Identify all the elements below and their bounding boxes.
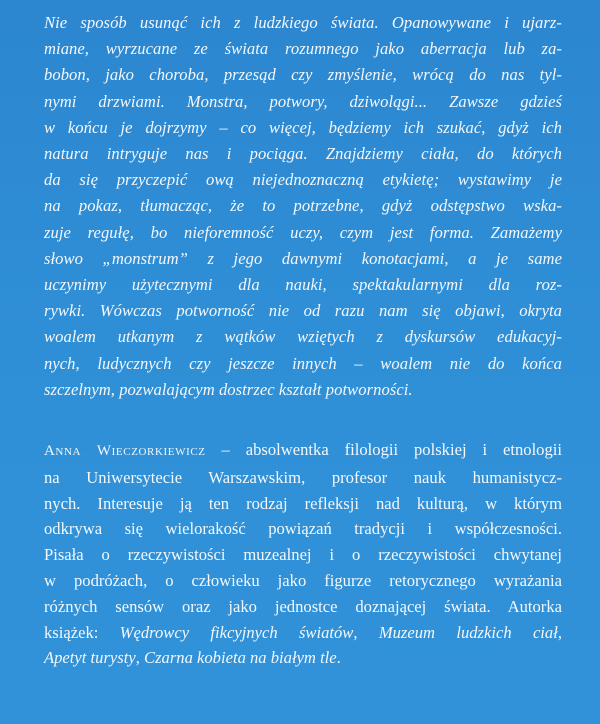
blurb-line: natura intryguje nas i pociąga. Znajdziemy ciała, do których [44, 144, 562, 164]
blurb-line: rywki. Wówczas potworność nie od razu nam się objawi, okryta [44, 301, 562, 321]
bio-line: w podróżach, o człowieku jako figurze retorycznego wyrażania [44, 571, 562, 591]
blurb-line: nych, ludycznych czy jeszcze innych – woalem nie do końca [44, 353, 562, 373]
blurb-line: zuje regułę, bo nieforemność uczy, czym jest forma. Zamażemy [44, 222, 562, 242]
bio-line [44, 645, 562, 671]
bio-line: na Uniwersytecie Warszawskim, profesor nauk humanistycz- [44, 467, 562, 487]
bio-line [44, 620, 562, 646]
book-blurb [44, 10, 562, 403]
separator: , [557, 622, 562, 642]
bio-line: nych. Interesuje ją ten rodzaj refleksji nad kulturą, w którym [44, 493, 562, 513]
bio-line: Pisała o rzeczywistości muzealnej i o rzeczywistości chwytanej [44, 545, 562, 565]
blurb-line: szczelnym, pozwalającym dostrzec kształt potworności. [44, 379, 413, 399]
blurb-line: miane, wyrzucane ze świata rozumnego jako aberracja lub za- [44, 39, 562, 59]
blurb-line: bobon, jako choroba, przesąd czy zmyślenie, wrócą do nas tyl- [44, 65, 562, 85]
blurb-line: woalem utkanym z wątków wziętych z dyskursów edukacyj- [44, 327, 562, 347]
separator: . [336, 648, 341, 668]
separator: , [135, 648, 144, 668]
bio-line [44, 437, 562, 465]
blurb-line: w końcu je dojrzymy – co więcej, będziemy ich szukać, gdyż ich [44, 117, 562, 137]
book-title: Czarna kobieta na białym tle [144, 648, 337, 668]
bio-text: – absolwentka filologii polskiej i etnologii [205, 440, 562, 460]
blurb-line: Nie sposób usunąć ich z ludzkiego świata. Opanowywane i ujarz- [44, 13, 562, 32]
bio-text: książek: [44, 622, 120, 642]
bio-line: różnych sensów oraz jako jednostce doznającej świata. Autorka [44, 596, 562, 616]
blurb-line: słowo „monstrum” z jego dawnymi konotacjami, a je same [44, 248, 562, 268]
book-title: Apetyt turysty [44, 648, 136, 668]
author-bio [44, 437, 562, 671]
book-title: Muzeum ludzkich ciał [378, 622, 558, 642]
separator: , [353, 622, 379, 642]
book-title: Wędrowcy fikcyjnych światów [119, 622, 354, 642]
blurb-line: na pokaz, tłumacząc, że to potrzebne, gdyż odstępstwo wska- [44, 196, 562, 216]
blurb-line: da się przyczepić ową niejednoznaczną etykietę; wystawimy je [44, 170, 562, 190]
author-name: Anna Wieczorkiewicz [44, 443, 206, 460]
blurb-line: uczynimy użytecznymi dla nauki, spektakularnymi dla roz- [44, 275, 562, 295]
blurb-line: nymi drzwiami. Monstra, potwory, dziwolągi... Zawsze gdzieś [44, 91, 562, 111]
bio-line: odkrywa się wielorakość powiązań tradycji i współczesności. [44, 519, 562, 539]
